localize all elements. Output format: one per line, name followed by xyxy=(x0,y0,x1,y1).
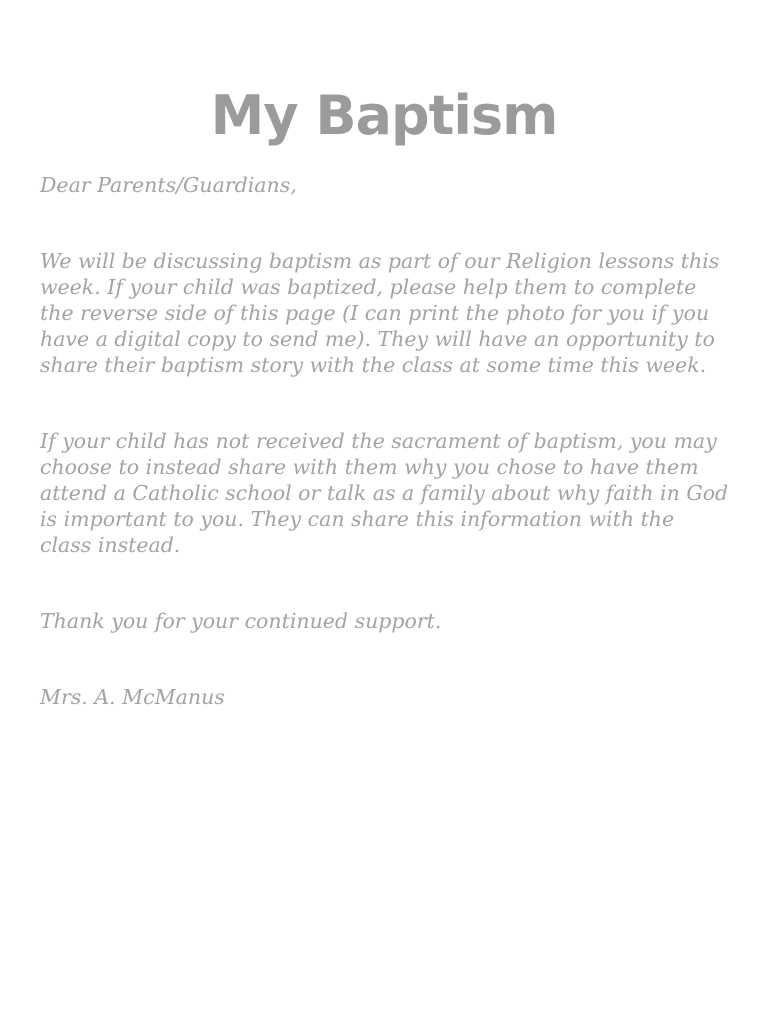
paragraph-baptized: We will be discussing baptism as part of our Religion lessons this week. If your child was baptized, please help them to complete the reverse side of this page (I can print the photo for you if you have a digital copy to send me). They will have an opportunity to share their baptism story with the class at some time this week. xyxy=(40,249,720,377)
signature: Mrs. A. McManus xyxy=(40,685,225,709)
letter-body xyxy=(40,172,730,710)
salutation: Dear Parents/Guardians, xyxy=(40,173,297,197)
closing-line: Thank you for your continued support. xyxy=(40,609,442,633)
page-title: My Baptism xyxy=(210,84,558,148)
paragraph-not-baptized: If your child has not received the sacrament of baptism, you may choose to instead share with them why you chose to have them attend a Catholic school or talk as a family about why faith in God is important to you. They can share this information with the class instead. xyxy=(40,429,729,557)
